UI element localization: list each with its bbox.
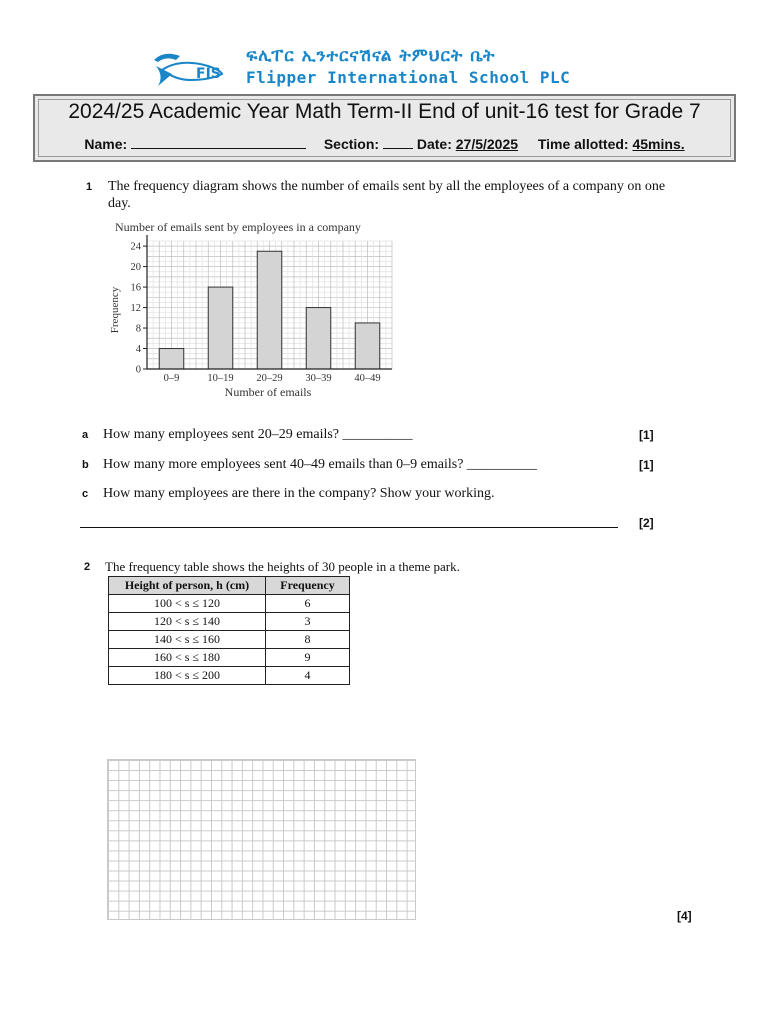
exam-title: 2024/25 Academic Year Math Term-II End of unit-16 test for Grade 7 [68,100,701,123]
table-row [109,613,350,631]
chart-y-tick-label: 8 [135,323,141,335]
part-b-text: How many more employees sent 40–49 emails than 0–9 emails? __________ [103,457,537,472]
chart-y-tick-label: 0 [135,364,141,376]
chart-x-tick-label: 0–9 [163,373,180,384]
table-cell-height: 180 < s ≤ 200 [109,667,266,685]
chart-title: Number of emails sent by employees in a company [115,220,361,234]
question-1-number: 1 [86,181,93,193]
height-frequency-table [108,576,350,685]
chart-x-tick-label: 40–49 [354,373,381,384]
chart-y-tick-label: 20 [130,262,141,274]
name-blank[interactable] [131,136,306,149]
table-cell-height: 100 < s ≤ 120 [109,595,266,613]
email-frequency-chart [105,218,400,404]
table-cell-frequency: 3 [266,613,350,631]
chart-bar [306,308,331,369]
table-cell-frequency: 6 [266,595,350,613]
chart-y-axis-label: Frequency [109,286,121,334]
question-2-mark: [4] [677,909,692,923]
chart-x-tick-label: 20–29 [256,373,283,384]
school-name-amharic: ፍሊፐር ኢንተርናሽናል ትምህርት ቤት [246,46,496,66]
chart-y-tick-label: 16 [130,282,141,294]
table-row [109,667,350,685]
chart-bar [355,323,380,369]
fish-logo-icon [150,46,242,92]
part-c-text: How many employees are there in the company? Show your working. [103,486,495,501]
chart-svg [105,218,400,404]
part-c-letter: c [82,488,89,500]
chart-x-tick-label: 10–19 [207,373,234,384]
time-value: 45mins. [632,136,685,152]
question-2-number: 2 [84,561,91,573]
chart-bar [159,349,184,369]
chart-x-axis-label: Number of emails [224,385,312,399]
table-header-height: Height of person, h (cm) [109,577,266,595]
table-cell-frequency: 8 [266,631,350,649]
time-label: Time allotted: [537,136,629,152]
logo-abbrev: FIS [196,66,221,82]
graph-paper-answer-area[interactable] [107,759,416,920]
section-blank[interactable] [383,136,413,149]
table-row [109,595,350,613]
part-c-mark: [2] [639,516,654,530]
part-c-answer-line[interactable] [80,527,618,528]
school-logo-header [150,46,620,92]
exam-title-box [33,94,736,162]
table-cell-height: 160 < s ≤ 180 [109,649,266,667]
date-label: Date: [416,136,452,152]
chart-bar [208,287,233,369]
table-row [109,631,350,649]
table-header-row [109,577,350,595]
chart-y-tick-label: 4 [135,344,141,356]
question-2-text: The frequency table shows the heights of 30 people in a theme park. [105,559,460,574]
table-cell-height: 120 < s ≤ 140 [109,613,266,631]
part-b-letter: b [82,459,89,471]
part-a-text: How many employees sent 20–29 emails? __________ [103,427,413,442]
chart-x-tick-label: 30–39 [305,373,332,384]
part-b-mark: [1] [639,458,654,472]
part-a-letter: a [82,429,89,441]
school-name-english: Flipper International School PLC [246,68,571,87]
part-a-mark: [1] [639,428,654,442]
student-info-row [35,136,734,152]
table-cell-height: 140 < s ≤ 160 [109,631,266,649]
table-cell-frequency: 9 [266,649,350,667]
table-cell-frequency: 4 [266,667,350,685]
table-row [109,649,350,667]
question-1-text: The frequency diagram shows the number of emails sent by all the employees of a company on one day. [108,179,666,211]
table-header-frequency: Frequency [266,577,350,595]
section-label: Section: [323,136,380,152]
chart-bar [257,251,282,369]
chart-y-tick-label: 24 [130,241,141,253]
chart-y-tick-label: 12 [130,303,141,315]
name-label: Name: [84,136,128,152]
date-value: 27/5/2025 [455,136,519,152]
